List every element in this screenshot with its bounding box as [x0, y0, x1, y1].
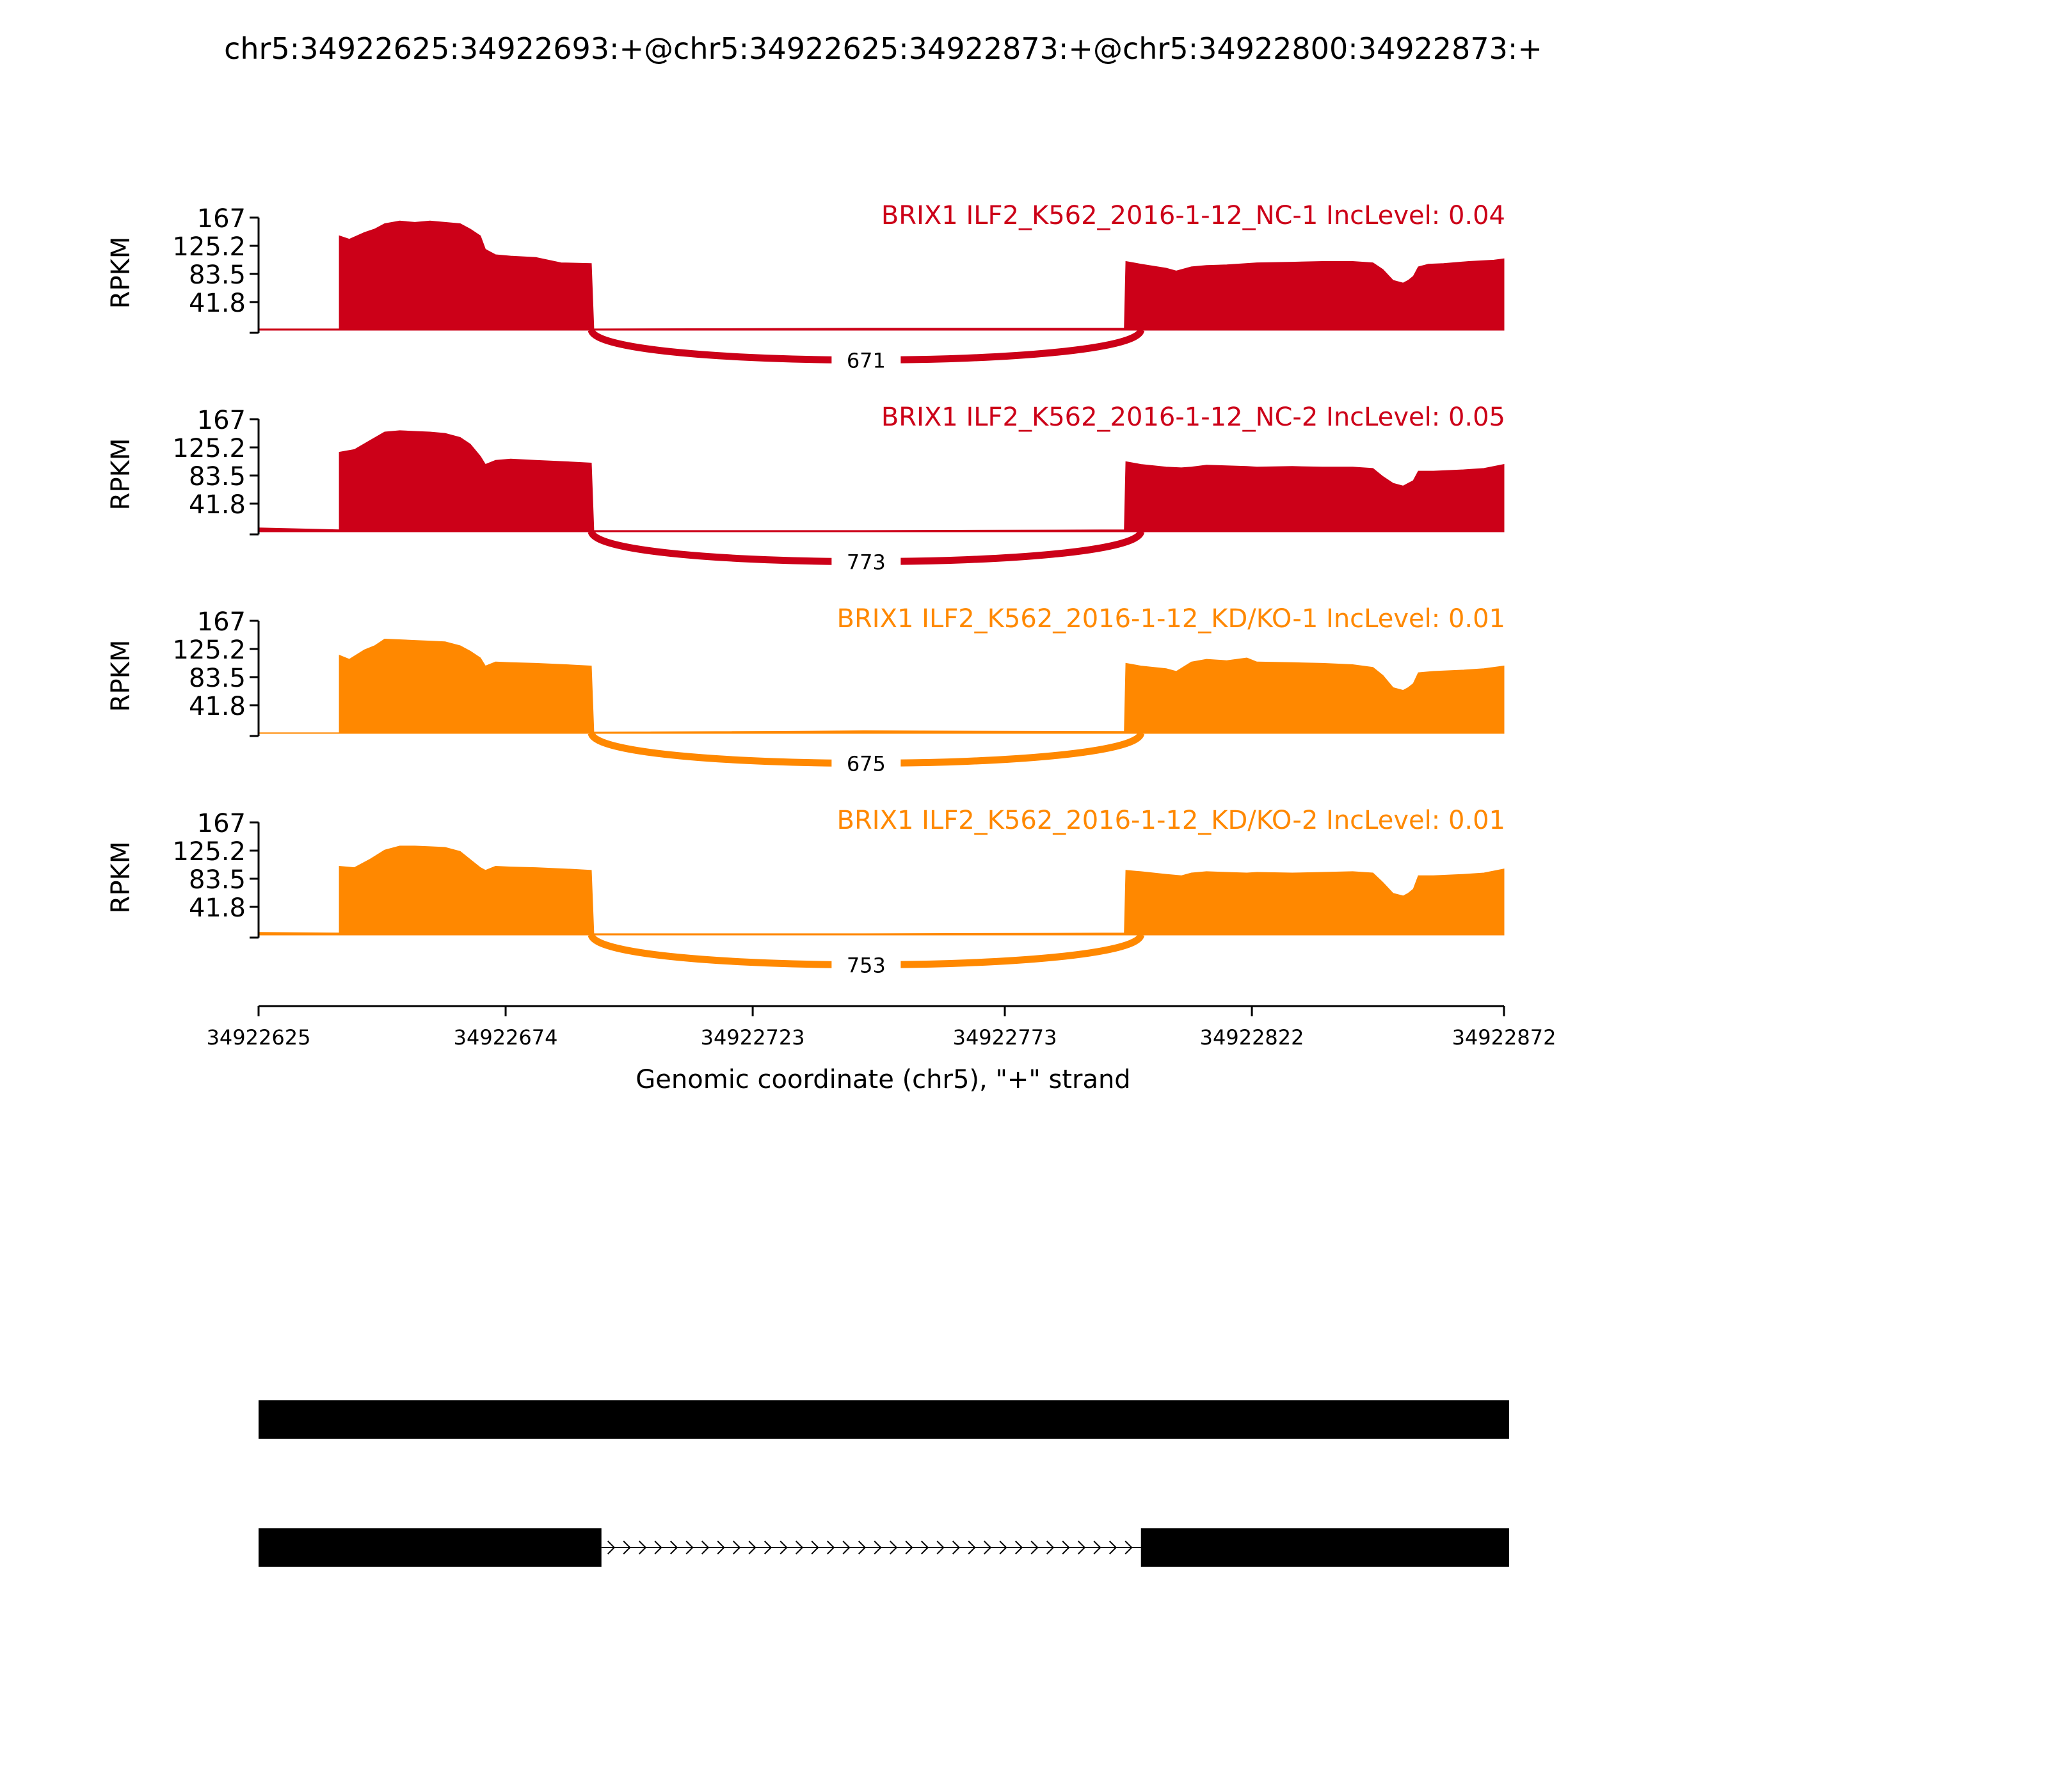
- y-tick-label: 125.2: [172, 636, 246, 666]
- isoform-2: [259, 1528, 1509, 1567]
- y-axis-label: RPKM: [106, 841, 136, 914]
- coverage-area: [259, 639, 1504, 734]
- track-label: BRIX1 ILF2_K562_2016-1-12_NC-1 IncLevel: 0.04: [881, 201, 1505, 230]
- y-tick-label: 125.2: [172, 434, 246, 464]
- track-label: BRIX1 ILF2_K562_2016-1-12_KD/KO-2 IncLevel: 0.01: [836, 806, 1505, 835]
- y-tick-label: 83.5: [188, 462, 246, 492]
- x-axis-label: Genomic coordinate (chr5), "+" strand: [636, 1065, 1131, 1094]
- y-axis-label: RPKM: [106, 236, 136, 309]
- track-3: [106, 604, 1505, 778]
- x-axis: [207, 1006, 1556, 1094]
- junction-count: 675: [846, 751, 886, 776]
- track-4: [106, 806, 1505, 979]
- y-tick-label: 83.5: [188, 865, 246, 895]
- junction-count: 773: [846, 550, 886, 575]
- coverage-tracks: [106, 201, 1505, 979]
- x-tick-label: 34922625: [206, 1025, 311, 1050]
- y-tick-label: 41.8: [188, 893, 246, 923]
- coverage-area: [259, 221, 1504, 330]
- y-tick-label: 41.8: [188, 691, 246, 721]
- isoform-1: [259, 1400, 1509, 1439]
- y-tick-label: 41.8: [188, 288, 246, 318]
- y-tick-label: 167: [196, 809, 246, 838]
- gene-models: [259, 1400, 1509, 1567]
- track-2: [106, 403, 1505, 576]
- coverage-area: [259, 431, 1504, 532]
- coverage-area: [259, 846, 1504, 935]
- x-tick-label: 34922723: [700, 1025, 805, 1050]
- y-tick-label: 167: [196, 607, 246, 637]
- y-tick-label: 167: [196, 204, 246, 234]
- figure-title: chr5:34922625:34922693:+@chr5:34922625:34922873:+@chr5:34922800:34922873:+: [224, 31, 1542, 66]
- exon-block: [1141, 1528, 1509, 1567]
- junction-count: 671: [846, 348, 886, 373]
- exon-block: [259, 1528, 602, 1567]
- y-axis-label: RPKM: [106, 639, 136, 712]
- y-tick-label: 83.5: [188, 664, 246, 693]
- y-axis-label: RPKM: [106, 438, 136, 511]
- junction-count: 753: [846, 953, 886, 978]
- x-tick-label: 34922872: [1452, 1025, 1556, 1050]
- y-tick-label: 125.2: [172, 837, 246, 867]
- track-label: BRIX1 ILF2_K562_2016-1-12_NC-2 IncLevel: 0.05: [881, 403, 1505, 432]
- x-tick-label: 34922773: [952, 1025, 1057, 1050]
- x-tick-label: 34922822: [1199, 1025, 1304, 1050]
- track-label: BRIX1 ILF2_K562_2016-1-12_KD/KO-1 IncLevel: 0.01: [836, 604, 1505, 634]
- y-tick-label: 167: [196, 406, 246, 435]
- x-tick-label: 34922674: [453, 1025, 558, 1050]
- y-tick-label: 41.8: [188, 490, 246, 520]
- y-tick-label: 125.2: [172, 232, 246, 262]
- exon-block: [259, 1400, 1509, 1439]
- y-tick-label: 83.5: [188, 260, 246, 290]
- track-1: [106, 201, 1505, 374]
